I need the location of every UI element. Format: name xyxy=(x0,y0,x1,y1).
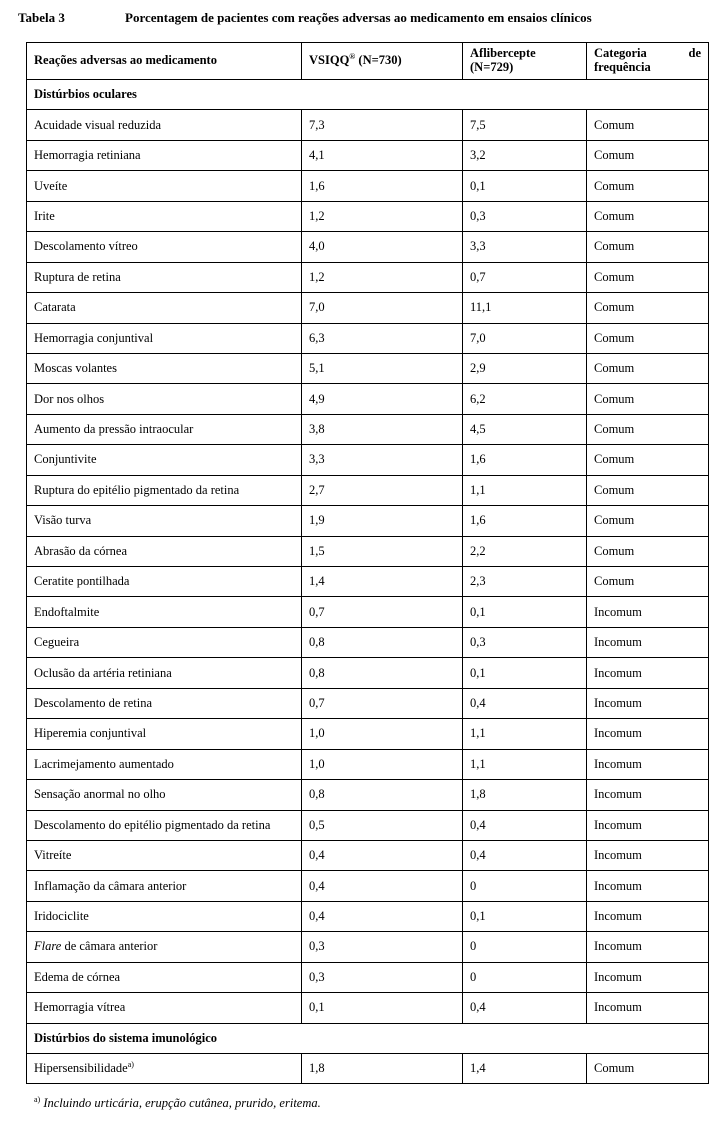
table-row xyxy=(27,871,709,901)
table-row xyxy=(27,536,709,566)
category-cell: Incomum xyxy=(587,780,709,810)
header-reaction: Reações adversas ao medicamento xyxy=(27,43,302,80)
table-row xyxy=(27,445,709,475)
aflibercept-cell: 1,6 xyxy=(463,445,587,475)
aflibercept-cell: 7,5 xyxy=(463,110,587,140)
reaction-cell: Vitreíte xyxy=(27,840,302,870)
table-row xyxy=(27,627,709,657)
reaction-cell: Hiperemia conjuntival xyxy=(27,719,302,749)
table-row xyxy=(27,506,709,536)
aflibercept-cell: 0,7 xyxy=(463,262,587,292)
aflibercept-cell: 1,6 xyxy=(463,506,587,536)
category-cell: Comum xyxy=(587,171,709,201)
vsiqq-cell: 0,3 xyxy=(302,932,463,962)
reaction-text: Flare de câmara anterior xyxy=(34,939,158,954)
reaction-cell: Inflamação da câmara anterior xyxy=(27,871,302,901)
aflibercept-cell: 1,8 xyxy=(463,780,587,810)
category-cell: Incomum xyxy=(587,871,709,901)
vsiqq-cell: 1,5 xyxy=(302,536,463,566)
category-cell: Comum xyxy=(587,536,709,566)
aflibercept-cell: 0,1 xyxy=(463,658,587,688)
category-cell: Incomum xyxy=(587,749,709,779)
vsiqq-cell: 0,5 xyxy=(302,810,463,840)
reaction-cell: Uveíte xyxy=(27,171,302,201)
table-row xyxy=(27,262,709,292)
aflibercept-cell: 3,2 xyxy=(463,140,587,170)
aflibercept-cell: 6,2 xyxy=(463,384,587,414)
table-row xyxy=(27,658,709,688)
reaction-cell: Hemorragia vítrea xyxy=(27,993,302,1023)
reaction-cell: Irite xyxy=(27,201,302,231)
category-cell: Comum xyxy=(587,445,709,475)
category-cell: Incomum xyxy=(587,840,709,870)
reaction-cell: Ruptura do epitélio pigmentado da retina xyxy=(27,475,302,505)
section-title: Distúrbios oculares xyxy=(27,80,709,110)
reaction-cell: Catarata xyxy=(27,293,302,323)
header-row xyxy=(27,43,709,80)
table-caption xyxy=(0,10,724,28)
aflibercept-cell: 3,3 xyxy=(463,232,587,262)
category-cell: Incomum xyxy=(587,719,709,749)
category-cell: Incomum xyxy=(587,597,709,627)
vsiqq-cell: 2,7 xyxy=(302,475,463,505)
reaction-cell: Descolamento do epitélio pigmentado da retina xyxy=(27,810,302,840)
category-cell: Comum xyxy=(587,475,709,505)
vsiqq-cell: 4,9 xyxy=(302,384,463,414)
vsiqq-cell: 1,4 xyxy=(302,567,463,597)
vsiqq-cell: 7,0 xyxy=(302,293,463,323)
vsiqq-cell: 7,3 xyxy=(302,110,463,140)
table-row xyxy=(27,567,709,597)
table-row xyxy=(27,901,709,931)
category-cell: Incomum xyxy=(587,901,709,931)
table-row xyxy=(27,749,709,779)
table-row xyxy=(27,1054,709,1084)
table-row xyxy=(27,414,709,444)
aflibercept-cell: 7,0 xyxy=(463,323,587,353)
reaction-cell xyxy=(27,932,302,962)
vsiqq-cell: 1,0 xyxy=(302,719,463,749)
header-aflibercept: Aflibercepte (N=729) xyxy=(463,43,587,80)
category-cell: Comum xyxy=(587,262,709,292)
aflibercept-cell: 0,1 xyxy=(463,171,587,201)
reaction-cell: Abrasão da córnea xyxy=(27,536,302,566)
reaction-cell: Sensação anormal no olho xyxy=(27,780,302,810)
vsiqq-cell: 0,7 xyxy=(302,688,463,718)
vsiqq-cell: 0,4 xyxy=(302,871,463,901)
vsiqq-cell: 3,3 xyxy=(302,445,463,475)
vsiqq-cell: 1,9 xyxy=(302,506,463,536)
table-row xyxy=(27,171,709,201)
vsiqq-cell: 1,2 xyxy=(302,262,463,292)
vsiqq-cell: 0,7 xyxy=(302,597,463,627)
registered-mark: ® xyxy=(349,51,356,61)
aflibercept-cell: 0,4 xyxy=(463,810,587,840)
table-row xyxy=(27,384,709,414)
vsiqq-cell: 0,3 xyxy=(302,962,463,992)
header-category: Categoria de frequência xyxy=(587,43,709,80)
header-vsiqq: VSIQQ® (N=730) xyxy=(302,43,463,80)
category-cell: Comum xyxy=(587,384,709,414)
table-title: Porcentagem de pacientes com reações adversas ao medicamento em ensaios clínicos xyxy=(125,10,592,25)
section-row xyxy=(27,1023,709,1053)
vsiqq-cell: 0,1 xyxy=(302,993,463,1023)
adverse-reactions-table xyxy=(26,42,709,1084)
vsiqq-cell: 6,3 xyxy=(302,323,463,353)
reaction-cell: Dor nos olhos xyxy=(27,384,302,414)
reaction-cell: Edema de córnea xyxy=(27,962,302,992)
category-cell: Incomum xyxy=(587,658,709,688)
aflibercept-cell: 0,4 xyxy=(463,993,587,1023)
aflibercept-cell: 0 xyxy=(463,932,587,962)
table-row xyxy=(27,323,709,353)
category-cell: Comum xyxy=(587,140,709,170)
vsiqq-cell: 0,8 xyxy=(302,627,463,657)
reaction-cell: Iridociclite xyxy=(27,901,302,931)
table-body xyxy=(27,80,709,1084)
section-title: Distúrbios do sistema imunológico xyxy=(27,1023,709,1053)
reaction-cell: Moscas volantes xyxy=(27,353,302,383)
category-cell: Comum xyxy=(587,110,709,140)
table-row xyxy=(27,110,709,140)
footnote-ref: a) xyxy=(127,1060,134,1070)
vsiqq-cell: 1,2 xyxy=(302,201,463,231)
vsiqq-cell: 1,0 xyxy=(302,749,463,779)
reaction-cell: Oclusão da artéria retiniana xyxy=(27,658,302,688)
footnote-text: Incluindo urticária, erupção cutânea, prurido, eritema. xyxy=(40,1096,321,1110)
vsiqq-cell: 0,8 xyxy=(302,658,463,688)
vsiqq-cell: 4,0 xyxy=(302,232,463,262)
reaction-cell: Endoftalmite xyxy=(27,597,302,627)
footnote xyxy=(34,1096,321,1111)
reaction-cell: Ruptura de retina xyxy=(27,262,302,292)
vsiqq-cell: 3,8 xyxy=(302,414,463,444)
vsiqq-cell: 0,4 xyxy=(302,840,463,870)
table-row xyxy=(27,475,709,505)
category-cell: Incomum xyxy=(587,962,709,992)
category-cell: Comum xyxy=(587,567,709,597)
aflibercept-cell: 0,4 xyxy=(463,840,587,870)
table-row xyxy=(27,993,709,1023)
reaction-cell: Visão turva xyxy=(27,506,302,536)
category-cell: Comum xyxy=(587,506,709,536)
aflibercept-cell: 2,3 xyxy=(463,567,587,597)
aflibercept-cell: 0,4 xyxy=(463,688,587,718)
reaction-cell: Hemorragia conjuntival xyxy=(27,323,302,353)
reaction-cell: Aumento da pressão intraocular xyxy=(27,414,302,444)
aflibercept-cell: 2,9 xyxy=(463,353,587,383)
category-cell: Comum xyxy=(587,414,709,444)
table-row xyxy=(27,932,709,962)
table-row xyxy=(27,140,709,170)
aflibercept-cell: 0,3 xyxy=(463,627,587,657)
footnote-mark: a) xyxy=(34,1094,41,1104)
category-cell: Incomum xyxy=(587,993,709,1023)
reaction-cell: Conjuntivite xyxy=(27,445,302,475)
table-row xyxy=(27,840,709,870)
reaction-cell: Ceratite pontilhada xyxy=(27,567,302,597)
aflibercept-cell: 4,5 xyxy=(463,414,587,444)
aflibercept-cell: 1,1 xyxy=(463,749,587,779)
aflibercept-cell: 0 xyxy=(463,871,587,901)
reaction-cell: Descolamento de retina xyxy=(27,688,302,718)
reaction-cell: Hemorragia retiniana xyxy=(27,140,302,170)
aflibercept-cell: 11,1 xyxy=(463,293,587,323)
reaction-cell: Descolamento vítreo xyxy=(27,232,302,262)
vsiqq-cell: 4,1 xyxy=(302,140,463,170)
aflibercept-cell: 1,1 xyxy=(463,475,587,505)
table-label: Tabela 3 xyxy=(18,10,65,25)
category-cell: Incomum xyxy=(587,627,709,657)
vsiqq-cell: 1,8 xyxy=(302,1054,463,1084)
aflibercept-cell: 2,2 xyxy=(463,536,587,566)
table-row xyxy=(27,719,709,749)
table-row xyxy=(27,688,709,718)
reaction-cell: Hipersensibilidade$^{a)}$ xyxy=(27,1054,302,1084)
reaction-cell: Lacrimejamento aumentado xyxy=(27,749,302,779)
vsiqq-cell: 5,1 xyxy=(302,353,463,383)
table-row xyxy=(27,232,709,262)
table-row xyxy=(27,353,709,383)
category-cell: Comum xyxy=(587,1054,709,1084)
table-row xyxy=(27,962,709,992)
table-row xyxy=(27,810,709,840)
category-cell: Comum xyxy=(587,353,709,383)
aflibercept-cell: 1,1 xyxy=(463,719,587,749)
aflibercept-cell: 0,1 xyxy=(463,901,587,931)
reaction-cell: Acuidade visual reduzida xyxy=(27,110,302,140)
section-row xyxy=(27,80,709,110)
table-row xyxy=(27,293,709,323)
aflibercept-cell: 0,1 xyxy=(463,597,587,627)
vsiqq-cell: 0,8 xyxy=(302,780,463,810)
aflibercept-cell: 1,4 xyxy=(463,1054,587,1084)
reaction-cell: Cegueira xyxy=(27,627,302,657)
table-row xyxy=(27,201,709,231)
category-cell: Incomum xyxy=(587,932,709,962)
table-row xyxy=(27,597,709,627)
aflibercept-cell: 0,3 xyxy=(463,201,587,231)
category-cell: Incomum xyxy=(587,810,709,840)
category-cell: Comum xyxy=(587,201,709,231)
table-row xyxy=(27,780,709,810)
vsiqq-cell: 1,6 xyxy=(302,171,463,201)
category-cell: Comum xyxy=(587,293,709,323)
category-cell: Comum xyxy=(587,323,709,353)
vsiqq-cell: 0,4 xyxy=(302,901,463,931)
category-cell: Incomum xyxy=(587,688,709,718)
aflibercept-cell: 0 xyxy=(463,962,587,992)
category-cell: Comum xyxy=(587,232,709,262)
